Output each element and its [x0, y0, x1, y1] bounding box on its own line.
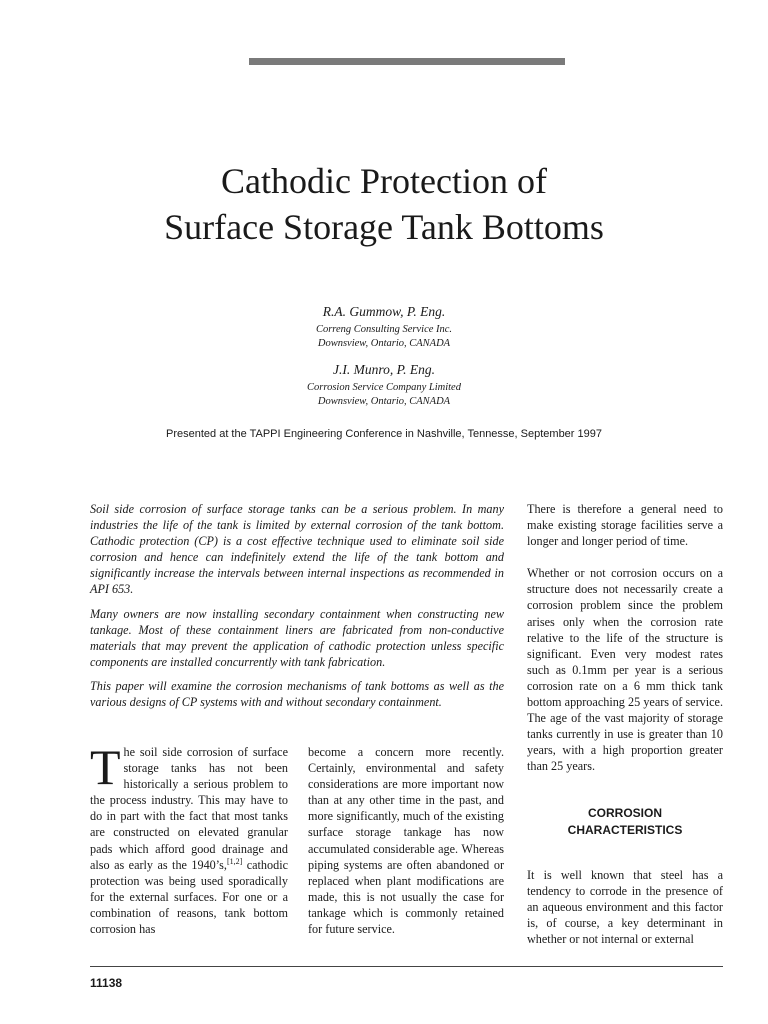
author-1: [0, 304, 768, 351]
author-name: R.A. Gummow, P. Eng.: [322, 304, 446, 319]
author-location: Downsview, Ontario, CANADA: [317, 396, 451, 407]
body-paragraph: It is well known that steel has a tendency to corrode in the presence of an aqueous environment and this factor is, of course, a key determinant in whether or not internal or external: [527, 867, 723, 946]
heading-line-2: CHARACTERISTICS: [567, 822, 683, 837]
abstract-paragraph: This paper will examine the corrosion mechanisms of tank bottoms as well as the various designs of CP systems with and without secondary containment.: [90, 678, 504, 710]
footer-rule: [90, 966, 723, 967]
page-number: 11138: [90, 976, 123, 990]
author-2: [0, 362, 768, 409]
presented-note: Presented at the TAPPI Engineering Conference in Nashville, Tennesse, September 1997: [166, 428, 602, 440]
top-rule: [249, 58, 565, 65]
author-location: Downsview, Ontario, CANADA: [317, 338, 451, 349]
body-text: become a concern more recently. Certainly, environmental and safety considerations are more important now than at any other time in the past, and more significantly, much of the existing surface storage tankage has now accumulated considerable age. Whereas piping systems are often abandoned or replaced when plant modifications are made, this is not usually the case for tankage which is commonly retained for future service.: [308, 745, 504, 937]
abstract-paragraph: Many owners are now installing secondary containment when constructing new tankage. Most of these containment liners are fabricated from non-conductive materials that may prevent the application of cathodic protection unless specific components are installed concurrently with tank fabrication.: [90, 606, 504, 669]
title-line-1: Cathodic Protection of: [221, 161, 547, 201]
abstract-paragraph: Soil side corrosion of surface storage tanks can be a serious problem. In many industries the life of the tank is limited by external corrosion of the tank bottom. Cathodic protection (CP) is a cost effective technique used to eliminate soil side corrosion and hence can indefinitely extend the life of the tank bottom and significantly increase the intervals between internal inspections as recommended in API 653.: [90, 502, 504, 597]
title-line-2: Surface Storage Tank Bottoms: [164, 207, 604, 247]
heading-line-1: CORROSION: [587, 805, 662, 820]
drop-cap: T: [90, 739, 121, 795]
abstract: [90, 501, 504, 718]
body-column-3: [527, 501, 723, 963]
body-paragraph: Whether or not corrosion occurs on a structure does not necessarily create a corrosion problem since the problem arises only when the corrosion rate relative to the life of the structure is significant. Even very modest rates such as 0.1mm per year is a serious corrosion rate on a 6 mm thick tank bottom approaching 25 years of service. The age of the vast majority of storage tanks currently in use is greater than 10 years, with a high proportion greater than 25 years.: [527, 566, 723, 774]
author-name: J.I. Munro, P. Eng.: [333, 362, 435, 377]
body-text: cathodic protection was being used sporadically for the external surfaces. For one or a combination of reasons, tank bottom corrosion has: [90, 857, 288, 937]
author-company: Corrosion Service Company Limited: [307, 382, 461, 393]
author-company: Correng Consulting Service Inc.: [315, 324, 453, 335]
body-text: he soil side corrosion of surface storage tanks has not been historically a serious problem to the process industry. This may have to do in part with the fact that most tanks are constructed on elevated granular pads which afford good drainage and also as early as the 1940’s,: [90, 745, 288, 872]
body-paragraph: There is therefore a general need to make existing storage facilities serve a longer and longer period of time.: [527, 502, 723, 549]
page-title: [0, 158, 768, 250]
citation: [1,2]: [226, 856, 243, 866]
body-column-2: [308, 744, 504, 937]
body-column-1: [90, 739, 288, 937]
section-heading: [527, 805, 723, 839]
